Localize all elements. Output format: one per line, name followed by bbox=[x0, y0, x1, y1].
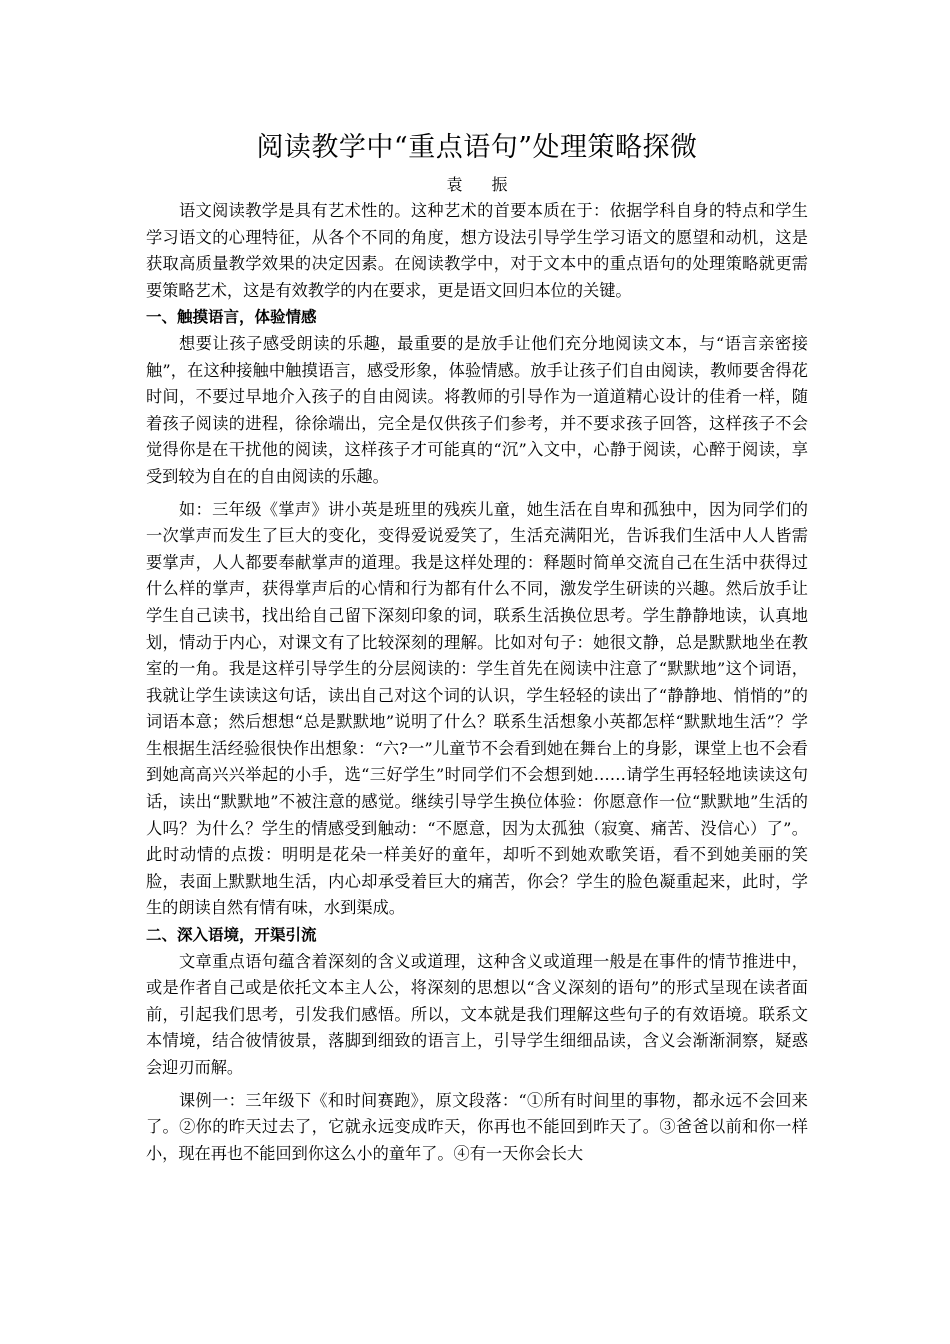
document-page bbox=[146, 128, 808, 1167]
section-2-paragraph-1: 文章重点语句蕴含着深刻的含义或道理，这种含义或道理一般是在事件的情节推进中，或是作者自己或是依托文本主人公，将深刻的思想以“含义深刻的语句”的形式呈现在读者面前，引起我们思考，引发我们感悟。所以，文本就是我们理解这些句子的有效语境。联系文本情境，结合彼情彼景，落脚到细致的语言上，引导学生细细品读，含义会渐渐洞察，疑惑会迎刃而解。 bbox=[146, 951, 808, 1077]
document-title: 阅读教学中“重点语句”处理策略探微 bbox=[256, 132, 698, 163]
intro-paragraph: 语文阅读教学是具有艺术性的。这种艺术的首要本质在于：依据学科自身的特点和学生学习语文的心理特征，从各个不同的角度，想方设法引导学生学习语文的愿望和动机，这是获取高质量教学效果的决定因素。在阅读教学中，对于文本中的重点语句的处理策略就更需要策略艺术，这是有效教学的内在要求，更是语文回归本位的关键。 bbox=[146, 201, 808, 300]
section-1-paragraph-1: 想要让孩子感受朗读的乐趣，最重要的是放手让他们充分地阅读文本，与“语言亲密接触”，在这种接触中触摸语言，感受形象，体验情感。放手让孩子们自由阅读，教师要舍得花时间，不要过早地介入孩子的自由阅读。将教师的引导作为一道道精心设计的佳肴一样，随着孩子阅读的进程，徐徐端出，完全是仅供孩子们参考，并不要求孩子回答，这样孩子不会觉得你是在干扰他的阅读，这样孩子才可能真的“沉”入文中，心静于阅读，心醉于阅读，享受到较为自在的自由阅读的乐趣。 bbox=[146, 333, 808, 486]
section-1-heading: 一、触摸语言，体验情感 bbox=[146, 308, 317, 327]
section-2-heading: 二、深入语境，开渠引流 bbox=[146, 926, 317, 945]
author-name: 袁 振 bbox=[446, 175, 520, 194]
section-2-paragraph-2: 课例一：三年级下《和时间赛跑》，原文段落：“①所有时间里的事物，都永远不会回来了。②你的昨天过去了，它就永远变成昨天，你再也不能回到昨天了。③爸爸以前和你一样小，现在再也不能回到你这么小的童年了。④有一天你会长大 bbox=[146, 1090, 808, 1163]
section-1-paragraph-2: 如：三年级《掌声》讲小英是班里的残疾儿童，她生活在自卑和孤独中，因为同学们的一次掌声而发生了巨大的变化，变得爱说爱笑了，生活充满阳光，告诉我们生活中人人皆需要掌声，人人都要奉献掌声的道理。我是这样处理的：释题时简单交流自己在生活中获得过什么样的掌声，获得掌声后的心情和行为都有什么不同，激发学生研读的兴趣。然后放手让学生自己读书，找出给自己留下深刻印象的词，联系生活换位思考。学生静静地读，认真地划，情动于内心，对课文有了比较深刻的理解。比如对句子：她很文静，总是默默地坐在教室的一角。我是这样引导学生的分层阅读的：学生首先在阅读中注意了“默默地”这个词语，我就让学生读读这句话，读出自己对这个词的认识，学生轻轻的读出了“静静地、悄悄的”的词语本意；然后想想“总是默默地”说明了什么？联系生活想象小英都怎样“默默地生活”？学生根据生活经验很快作出想象：“六?一”儿童节不会看到她在舞台上的身影，课堂上也不会看到她高高兴兴举起的小手，选“三好学生”时同学们不会想到她……请学生再轻轻地读读这句话，读出“默默地”不被注意的感觉。继续引导学生换位体验：你愿意作一位“默默地”生活的人吗？为什么？学生的情感受到触动：“不愿意，因为太孤独（寂寞、痛苦、没信心）了”。此时动情的点拨：明明是花朵一样美好的童年，却听不到她欢歌笑语，看不到她美丽的笑脸，表面上默默地生活，内心却承受着巨大的痛苦，你会？学生的脸色凝重起来，此时，学生的朗读自然有情有味，水到渠成。 bbox=[146, 499, 808, 918]
